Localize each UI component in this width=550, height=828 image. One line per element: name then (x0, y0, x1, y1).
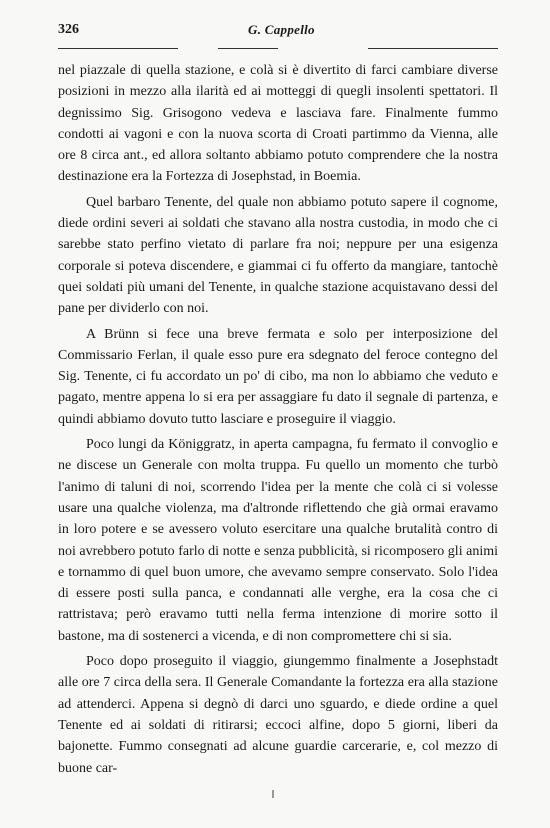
header-rule-left (58, 48, 178, 49)
page-header (58, 22, 498, 42)
paragraph: Quel barbaro Tenente, del quale non abbiamo potuto sapere il cognome, diede ordini severi ai soldati che stavano alla nostra custodia, in modo che ci sarebbe stato perfino vietato di parlare fra noi; neppure per una esigenza corporale si poteva discendere, e giammai ci fu offerto da mangiare, tantochè quei soldati più umani del Tenente, in qualche stazione acquistavano dessi del pane per dividerlo con noi. (58, 194, 498, 317)
paragraph: Poco lungi da Königgratz, in aperta campagna, fu fermato il convoglio e ne discese un Generale con molta truppa. Fu quello un momento che turbò l'animo di taluni di noi, scorrendo l'idea per la mente che colà ci si volesse usare una qualche violenza, ma d'altronde riflettendo che già ormai eravamo in loro potere e se avessero voluto esercitare una qualche brutalità contro di noi avrebbero potuto farlo di notte e senza pubblicità, si ricomposero gli animi e tornammo di quel buon umore, che avevamo sempre conservato. Solo l'idea di essere posti sulla panca, e condannati alle verghe, era la cosa che ci rattristava; però eravamo tutti nella ferma intenzione di morire sotto il bastone, ma di sostenerci a vicenda, e di non compromettere chi si sia. (58, 437, 498, 644)
header-rule-middle (218, 48, 278, 49)
running-title: G. Cappello (248, 22, 315, 37)
paragraph: A Brünn si fece una breve fermata e solo per interposizione del Commissario Ferlan, il quale esso pure era sdegnato del feroce contegno del Sig. Tenente, ci fu accordato un po' di cibo, ma non lo abbiamo che veduto e pagato, mentre appena lo si era per assaggiare fu dato il segnale di partenza, e quindi abbiamo dovuto tutto lasciare e proseguire il viaggio. (58, 326, 498, 427)
body-text (58, 60, 498, 783)
paragraph: nel piazzale di quella stazione, e colà si è divertito di farci cambiare diverse posizioni in mezzo alla ilarità ed ai motteggi di quegli insolenti spettatori. Il degnissimo Sig. Grisogono vedeva e lasciava fare. Finalmente fummo condotti ai vagoni e con la nuova scorta di Croati partimmo da Vienna, alle ore 8 circa ant., ed allora soltanto abbiamo potuto comprendere che la nostra destinazione era la Fortezza di Josephstad, in Boemia. (58, 63, 498, 185)
paragraph: Poco dopo proseguito il viaggio, giungemmo finalmente a Josephstadt alle ore 7 circa della sera. Il Generale Comandante la fortezza era alla stazione ad attenderci. Appena si degnò di darci uno sguardo, e diede ordine a quel Tenente ed ai soldati di ritirarsi; eccoci alfine, dopo 5 giorni, liberi da bajonette. Fummo consegnati ad alcune guardie carcerarie, e, col mezzo di buone car- (58, 654, 498, 776)
page-number: 326 (58, 22, 79, 37)
header-rule-right (368, 48, 498, 49)
page-mark (272, 790, 274, 798)
